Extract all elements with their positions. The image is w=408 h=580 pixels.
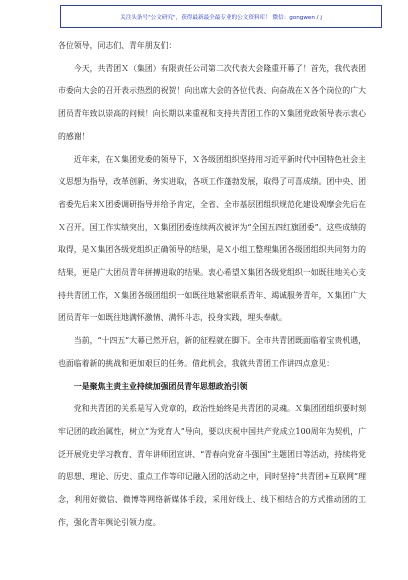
promo-banner (60, 5, 382, 28)
paragraph-achievements: 近年来，在Ｘ集团党委的领导下，Ｘ各级团组织坚持用习近平新时代中国特色社会主义思想为指导，改革创新、务实进取，各项工作蓬勃发展，取得了可喜成绩。团中央、团省委先后来Ｘ团委调研指导并给予肯定，全省、全市基层团组织规范化建设观摩会先后在Ｘ召开。国工作实绩突出，Ｘ集团团委连续两次被评为“全国五四红旗团委”。这些成绩的取得，是Ｘ集团各级党组织正确领导的结果，是Ｘ小组工整理集团各级团组织共同努力的结果，更是广大团员青年拼搏进取的结果。衷心希望Ｘ集团各级党组织一如既往地关心支持共青团工作，Ｘ集团各级团组织一如既往地紧密联系青年、竭诚服务青年，Ｘ集团广大团员青年一如既往地满怀激情、满怀斗志，投身实践，埋头奉献。 (58, 154, 366, 323)
paragraph-current-situation: 当前，“十四五”大幕已然开启，新的征程就在脚下。全市共青团既面临着宝贵机遇，也面临着新的挑战和更加艰巨的任务。借此机会，我就共青团工作讲四点意见： (58, 336, 366, 368)
document-body (58, 35, 366, 534)
salutation: 各位领导，同志们、青年朋友们： (58, 41, 177, 50)
promo-banner-text: 关注头条号"公文研究"，获得最新最全最专业的公文资料库！ 微信：gongwen / j (120, 14, 322, 21)
paragraph-political-guidance: 党和共青团的关系是写入党章的，政治性始终是共青团的灵魂。Ｘ集团团组织要时刻牢记团的政治属性，树立“为党育人”导向，要以庆祝中国共产党成立100周年为契机，广泛开展党史学习教育、青年讲师团宣讲、“青春向党奋斗强国”主题团日等活动，持续将党的思想、理论、历史、重点工作等印记融入团的活动之中，同时坚持“共青团+互联网”理念，利用好微信、微博等网络新媒体手段，采用好线上、线下相结合的方式推动团的工作，强化青年舆论引领力度。 (58, 404, 366, 527)
paragraph-opening: 今天，共青团Ｘ（集团）有限责任公司第二次代表大会隆重开幕了！首先，我代表团市委向大会的召开表示热烈的祝贺！向出席大会的各位代表、向奋战在Ｘ各个岗位的广大团员青年致以崇高的问候！向长期以来重视和支持共青团工作的Ｘ集团党政领导表示衷心的感谢！ (58, 63, 366, 141)
section-heading: 一是聚焦主责主业持续加强团员青年思想政治引领 (73, 381, 248, 391)
